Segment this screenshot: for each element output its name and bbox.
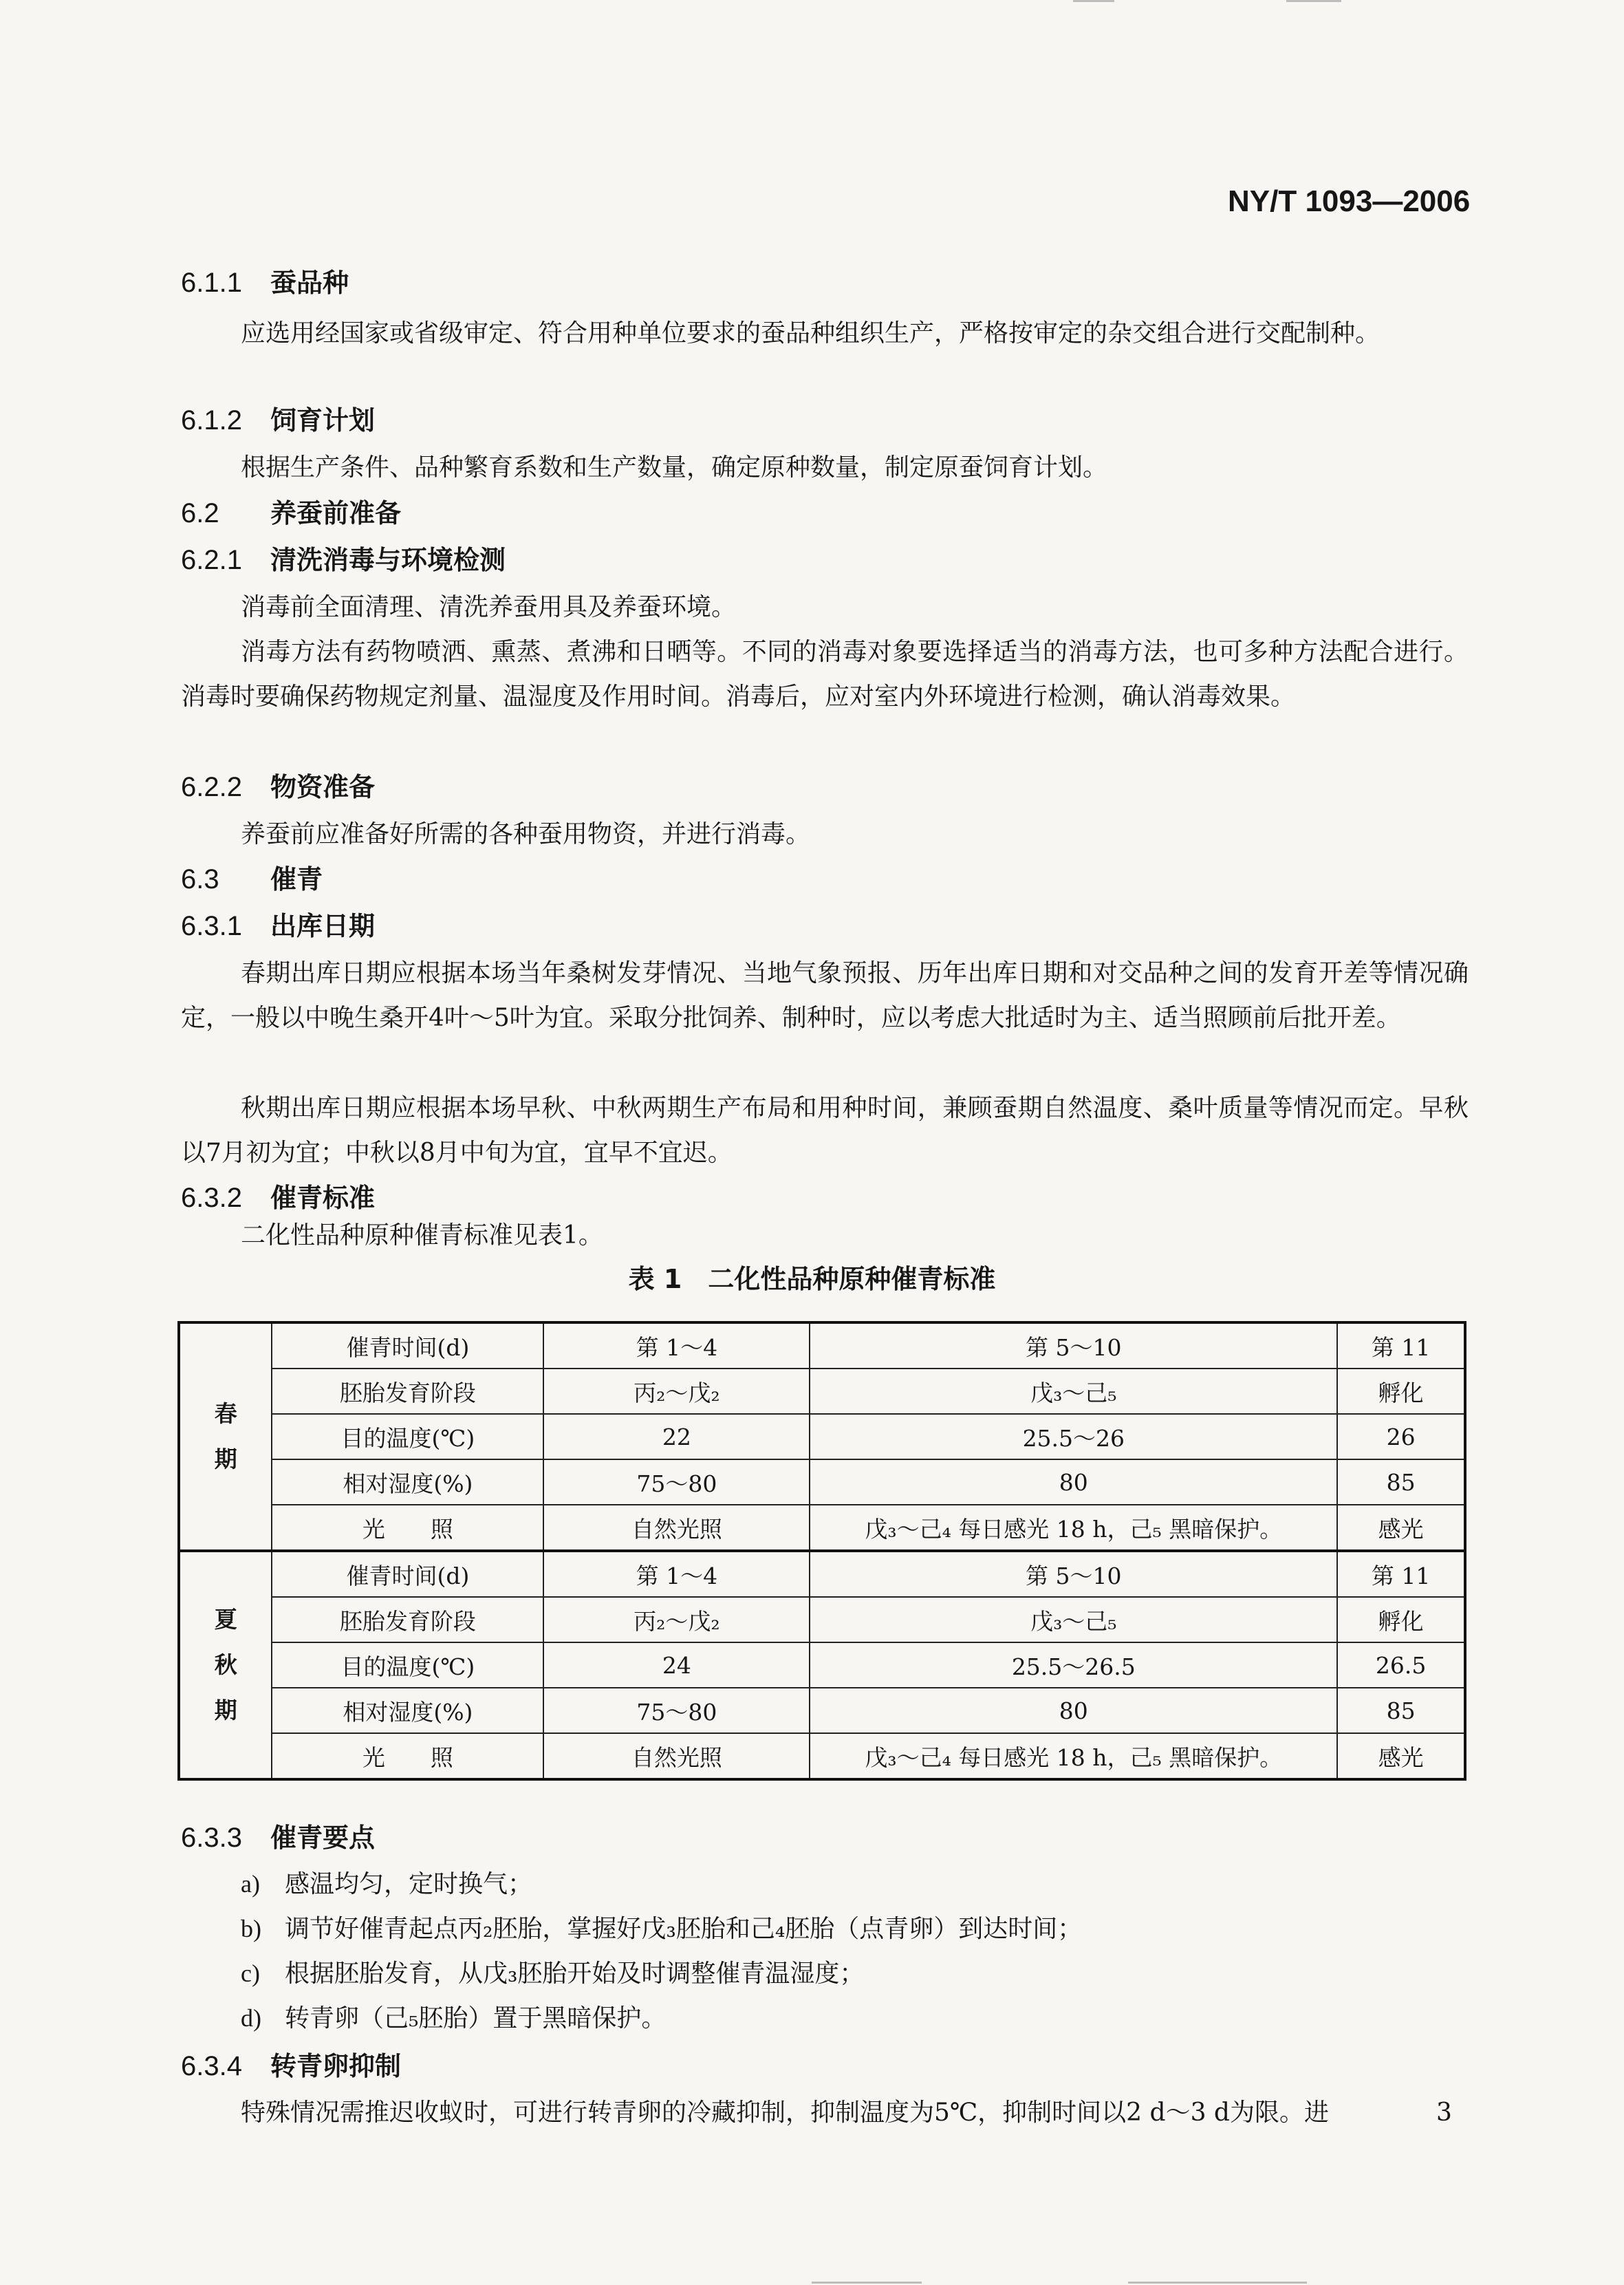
table-row	[179, 1369, 1465, 1414]
table-cell: 孵化	[1337, 1597, 1465, 1642]
table-row	[179, 1597, 1465, 1642]
table-cell: 戊₃～己₅	[810, 1597, 1337, 1642]
paragraph: 养蚕前应准备好所需的各种蚕用物资，并进行消毒。	[241, 820, 811, 848]
table-cell: 75～80	[543, 1459, 810, 1505]
table-cell: 催青时间(d)	[272, 1551, 543, 1597]
section-heading: 6.2 养蚕前准备	[181, 498, 402, 528]
table-cell: 戊₃～己₄ 每日感光 18 h，己₅ 黑暗保护。	[810, 1505, 1337, 1551]
table-cell: 自然光照	[543, 1733, 810, 1779]
table-cell: 26	[1337, 1414, 1465, 1459]
incubation-standard-table	[177, 1321, 1466, 1781]
section-heading: 6.3.3 催青要点	[181, 1823, 376, 1853]
scan-edge-top	[1286, 0, 1341, 2]
table-cell: 目的温度(℃)	[272, 1414, 543, 1459]
table-cell: 孵化	[1337, 1369, 1465, 1414]
paragraph: 消毒方法有药物喷洒、熏蒸、煮沸和日晒等。不同的消毒对象要选择适当的消毒方法，也可多种方法配合进行。消毒时要确保药物规定剂量、温湿度及作用时间。消毒后，应对室内外环境进行检测，确认消毒效果。	[181, 638, 1469, 711]
table-cell: 85	[1337, 1688, 1465, 1733]
table-cell: 光 照	[272, 1505, 543, 1551]
table-row	[179, 1505, 1465, 1551]
season-summer-autumn: 夏 秋 期	[179, 1551, 272, 1779]
standard-number: NY/T 1093—2006	[1228, 184, 1471, 218]
scan-edge-bottom	[1128, 2282, 1307, 2284]
scan-edge-top	[1073, 0, 1114, 2]
table-cell: 相对湿度(%)	[272, 1688, 543, 1733]
paragraph: 二化性品种原种催青标准见表1。	[241, 1221, 603, 1249]
table-cell: 胚胎发育阶段	[272, 1597, 543, 1642]
table-row	[179, 1642, 1465, 1688]
paragraph: 春期出库日期应根据本场当年桑树发芽情况、当地气象预报、历年出库日期和对交品种之间的发育开差等情况确定，一般以中晚生桑开4叶～5叶为宜。采取分批饲养、制种时，应以考虑大批适时为主、适当照顾前后批开差。	[181, 959, 1469, 1032]
table-caption: 表 1 二化性品种原种催青标准	[628, 1264, 996, 1294]
table-cell: 75～80	[543, 1688, 810, 1733]
table-cell: 戊₃～己₅	[810, 1369, 1337, 1414]
table-cell: 感光	[1337, 1733, 1465, 1779]
table-cell: 胚胎发育阶段	[272, 1369, 543, 1414]
section-heading: 6.3.2 催青标准	[181, 1183, 376, 1213]
paragraph: 特殊情况需推迟收蚁时，可进行转青卵的冷藏抑制，抑制温度为5℃，抑制时间以2 d～3 d为限。进	[241, 2099, 1329, 2127]
section-heading: 6.1.2 饲育计划	[181, 405, 376, 436]
paragraph: 应选用经国家或省级审定、符合用种单位要求的蚕品种组织生产，严格按审定的杂交组合进行交配制种。	[241, 319, 1381, 347]
section-heading: 6.3.1 出库日期	[181, 911, 376, 941]
table-cell: 第 11	[1337, 1551, 1465, 1597]
list-item: d) 转青卵（己₅胚胎）置于黑暗保护。	[241, 2004, 667, 2032]
table-cell: 80	[810, 1459, 1337, 1505]
paragraph: 秋期出库日期应根据本场早秋、中秋两期生产布局和用种时间，兼顾蚕期自然温度、桑叶质量等情况而定。早秋以7月初为宜；中秋以8月中旬为宜，宜早不宜迟。	[181, 1094, 1469, 1167]
table-cell: 戊₃～己₄ 每日感光 18 h，己₅ 黑暗保护。	[810, 1733, 1337, 1779]
list-item: c) 根据胚胎发育，从戊₃胚胎开始及时调整催青温湿度；	[241, 1960, 865, 1988]
season-spring: 春 期	[179, 1322, 272, 1551]
scan-edge-bottom	[812, 2282, 922, 2284]
table-row	[179, 1459, 1465, 1505]
list-item: a) 感温均匀，定时换气；	[241, 1870, 533, 1898]
table-cell: 第 5～10	[810, 1551, 1337, 1597]
table-row	[179, 1322, 1465, 1369]
table-row	[179, 1551, 1465, 1597]
table-cell: 26.5	[1337, 1642, 1465, 1688]
page-number: 3	[1436, 2099, 1452, 2127]
table-row	[179, 1414, 1465, 1459]
table-row	[179, 1688, 1465, 1733]
table-cell: 目的温度(℃)	[272, 1642, 543, 1688]
table-cell: 第 1～4	[543, 1322, 810, 1369]
table-cell: 85	[1337, 1459, 1465, 1505]
table-row	[179, 1733, 1465, 1779]
table-cell: 相对湿度(%)	[272, 1459, 543, 1505]
section-heading: 6.3 催青	[181, 864, 323, 894]
table-cell: 25.5～26.5	[810, 1642, 1337, 1688]
table-cell: 丙₂～戊₂	[543, 1597, 810, 1642]
section-heading: 6.2.1 清洗消毒与环境检测	[181, 545, 506, 575]
table-cell: 第 5～10	[810, 1322, 1337, 1369]
table-cell: 感光	[1337, 1505, 1465, 1551]
table-cell: 第 11	[1337, 1322, 1465, 1369]
table-cell: 自然光照	[543, 1505, 810, 1551]
table-cell: 催青时间(d)	[272, 1322, 543, 1369]
table-cell: 24	[543, 1642, 810, 1688]
table-cell: 80	[810, 1688, 1337, 1733]
table-cell: 丙₂～戊₂	[543, 1369, 810, 1414]
table-cell: 光 照	[272, 1733, 543, 1779]
section-heading: 6.1.1 蚕品种	[181, 268, 349, 298]
table-cell: 22	[543, 1414, 810, 1459]
list-item: b) 调节好催青起点丙₂胚胎，掌握好戊₃胚胎和己₄胚胎（点青卵）到达时间；	[241, 1915, 1083, 1943]
table-cell: 第 1～4	[543, 1551, 810, 1597]
table-cell: 25.5～26	[810, 1414, 1337, 1459]
section-heading: 6.3.4 转青卵抑制	[181, 2051, 402, 2081]
section-heading: 6.2.2 物资准备	[181, 772, 376, 802]
paragraph: 消毒前全面清理、清洗养蚕用具及养蚕环境。	[241, 593, 737, 621]
paragraph: 根据生产条件、品种繁育系数和生产数量，确定原种数量，制定原蚕饲育计划。	[241, 453, 1108, 482]
